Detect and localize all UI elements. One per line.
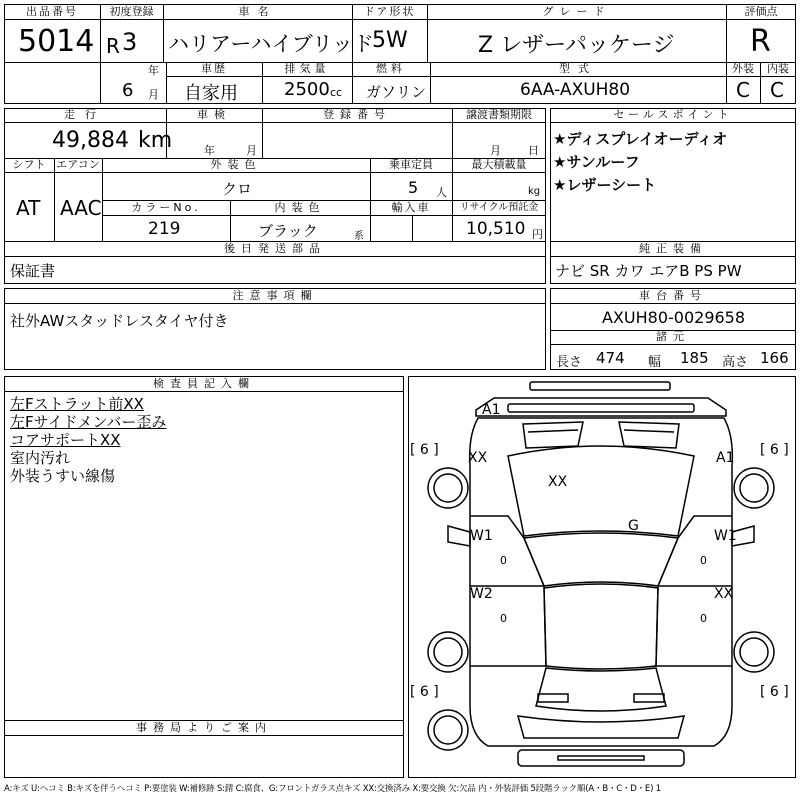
mileage-label: 走行 [64,108,106,121]
exterior-grade: C [736,78,750,102]
inspection-label: 車検 [197,108,231,121]
genuine-equip-label: 純正装備 [639,242,707,255]
mark-left-fender: XX [468,450,488,466]
divider [412,215,413,241]
car-name-label: 車名 [238,5,277,18]
chassis-label: 車台番号 [639,289,707,302]
transfer-doc-label: 譲渡書類期限 [466,108,532,121]
divider [4,62,101,63]
model-code-label: 型式 [559,62,597,75]
divider [4,122,546,123]
divider [550,122,796,123]
grade: Z レザーパッケージ [478,33,675,58]
notes: 社外AWスタッドレスタイヤ付き [10,312,229,330]
divider [4,256,546,257]
transfer-day-unit: 日 [528,144,539,157]
mark-left-front-door: W1 [470,528,493,544]
score: R [750,24,771,59]
inspector-notes [10,395,166,485]
exterior-label: 外装 [732,62,754,75]
divider [4,172,102,173]
mark-right-rear-door: XX [714,586,734,602]
aircon: AAC [60,196,102,220]
divider [4,19,796,20]
displacement-label: 排気量 [284,62,330,75]
fuel: ガソリン [366,83,427,101]
year-unit: 年 [148,64,159,77]
color-no: 219 [148,219,181,239]
import-label: 輸入車 [391,201,431,214]
recycle-label: リサイクル預託金 [459,202,539,213]
genuine-equipment: ナビ SR カワ エアB PS PW [555,262,742,280]
office-notes-label: 事務局よりご案内 [136,721,272,734]
ext-color-label: 外装色 [210,158,262,171]
mark-right-fender: A1 [716,450,735,466]
divider [102,215,546,216]
divider [550,256,796,257]
series-unit: 系 [354,231,364,242]
dimensions-label: 諸元 [656,330,690,343]
mark-left-front-door-sub: 0 [500,554,507,567]
shift-label: シフト [12,158,46,171]
divider [550,344,796,345]
mileage: 49,884 [52,128,129,153]
car-name: ハリアーハイブリッド [168,32,375,56]
mark-right-front-door-sub: 0 [700,554,707,567]
int-color-label: 内装色 [274,201,326,214]
person-unit: 人 [436,186,447,199]
width-unit: 幅 [648,355,662,370]
lot-number: 5014 [18,24,95,59]
divider [4,735,404,736]
sales-point-item: ★サンルーフ [553,153,640,171]
ext-color: クロ [222,180,253,198]
car-diagram [408,376,796,778]
legend: A:キズ U:ヘコミ B:キズを伴うヘコミ P:要塗装 W:補修跡 S:錆 C:腐食、G:フロントガラス点キズ XX:交換済み X:要交換 欠:欠品 内・外装評価 5段階ラック順(A・B・C・D・E) 1 [4,784,661,794]
max-load-label: 最大積載量 [471,158,527,171]
reg-month: 6 [122,80,134,101]
int-color: ブラック [258,222,318,240]
height-unit: 高さ [722,355,749,370]
length: 474 [596,349,625,367]
inspector-note-line: 室内汚れ [10,449,71,467]
later-parts: 保証書 [10,262,56,280]
door-type: 5W [372,28,408,53]
shift: AT [16,196,41,220]
recycle-fee: 10,510 [466,219,526,239]
mark-right-rear-door-sub: 0 [700,612,707,625]
inspector-note-line: 外装うすい線傷 [10,467,116,485]
era: R [106,34,120,58]
yen-unit: 円 [532,228,543,241]
tire-left-front-label: [ 6 ] [410,442,439,458]
cc-unit: cc [330,86,343,99]
mark-left-rear-door-sub: 0 [500,612,507,625]
chassis-number: AXUH80-0029658 [602,308,746,327]
transfer-month-unit: 月 [490,144,501,157]
inspection-year-unit: 年 [204,144,215,157]
inspector-note-line: コアサポートXX [10,431,121,449]
inspector-label: 検査員記入欄 [153,377,255,390]
divider [102,172,546,173]
reg-year: 3 [122,28,138,56]
fuel-label: 燃料 [376,62,406,75]
model-code: 6AA-AXUH80 [520,80,631,100]
length-unit: 長さ [556,355,583,370]
displacement: 2500 [284,79,330,100]
interior-grade: C [770,78,784,102]
inspector-note-line: 左Fストラット前XX [10,395,144,413]
width: 185 [680,349,709,367]
month-unit: 月 [148,88,159,101]
divider [4,303,546,304]
mark-windshield: G [628,518,639,534]
capacity: 5 [408,178,419,197]
sales-point-item: ★レザーシート [553,176,657,194]
later-parts-label: 後日発送部品 [224,242,326,255]
mark-right-front-door: W1 [714,528,737,544]
tire-left-rear-label: [ 6 ] [410,684,439,700]
color-no-label: カラーNo. [131,201,201,214]
lot-no-label: 出品番号 [26,5,78,18]
aircon-label: エアコン [56,158,100,171]
sales-points-label: セールスポイント [613,108,733,121]
height: 166 [760,349,789,367]
inspector-note-line: 左Fサイドメンバー歪み [10,413,167,431]
grade-label: グレード [542,5,611,18]
divider [550,303,796,304]
door-label: ドア形状 [363,5,416,18]
tire-right-rear-label: [ 6 ] [760,684,789,700]
history-label: 車歴 [201,62,227,75]
first-reg-label: 初度登録 [109,5,154,18]
tire-right-front-label: [ 6 ] [760,442,789,458]
interior-label: 内装 [767,62,789,75]
mark-left-rear-door: W2 [470,586,493,602]
reg-no-label: 登録番号 [323,108,391,121]
notes-label: 注意事項欄 [232,289,318,302]
km-unit: km [138,128,173,153]
history: 自家用 [184,83,238,104]
sales-point-item: ★ディスプレイオーディオ [553,130,728,148]
inspection-month-unit: 月 [246,144,257,157]
capacity-label: 乗車定員 [389,158,433,171]
divider [4,391,404,392]
mark-front-left: A1 [482,402,501,418]
score-label: 評価点 [744,5,778,18]
divider [166,76,796,77]
mark-hood: XX [548,474,568,490]
kg-unit: kg [528,186,541,197]
